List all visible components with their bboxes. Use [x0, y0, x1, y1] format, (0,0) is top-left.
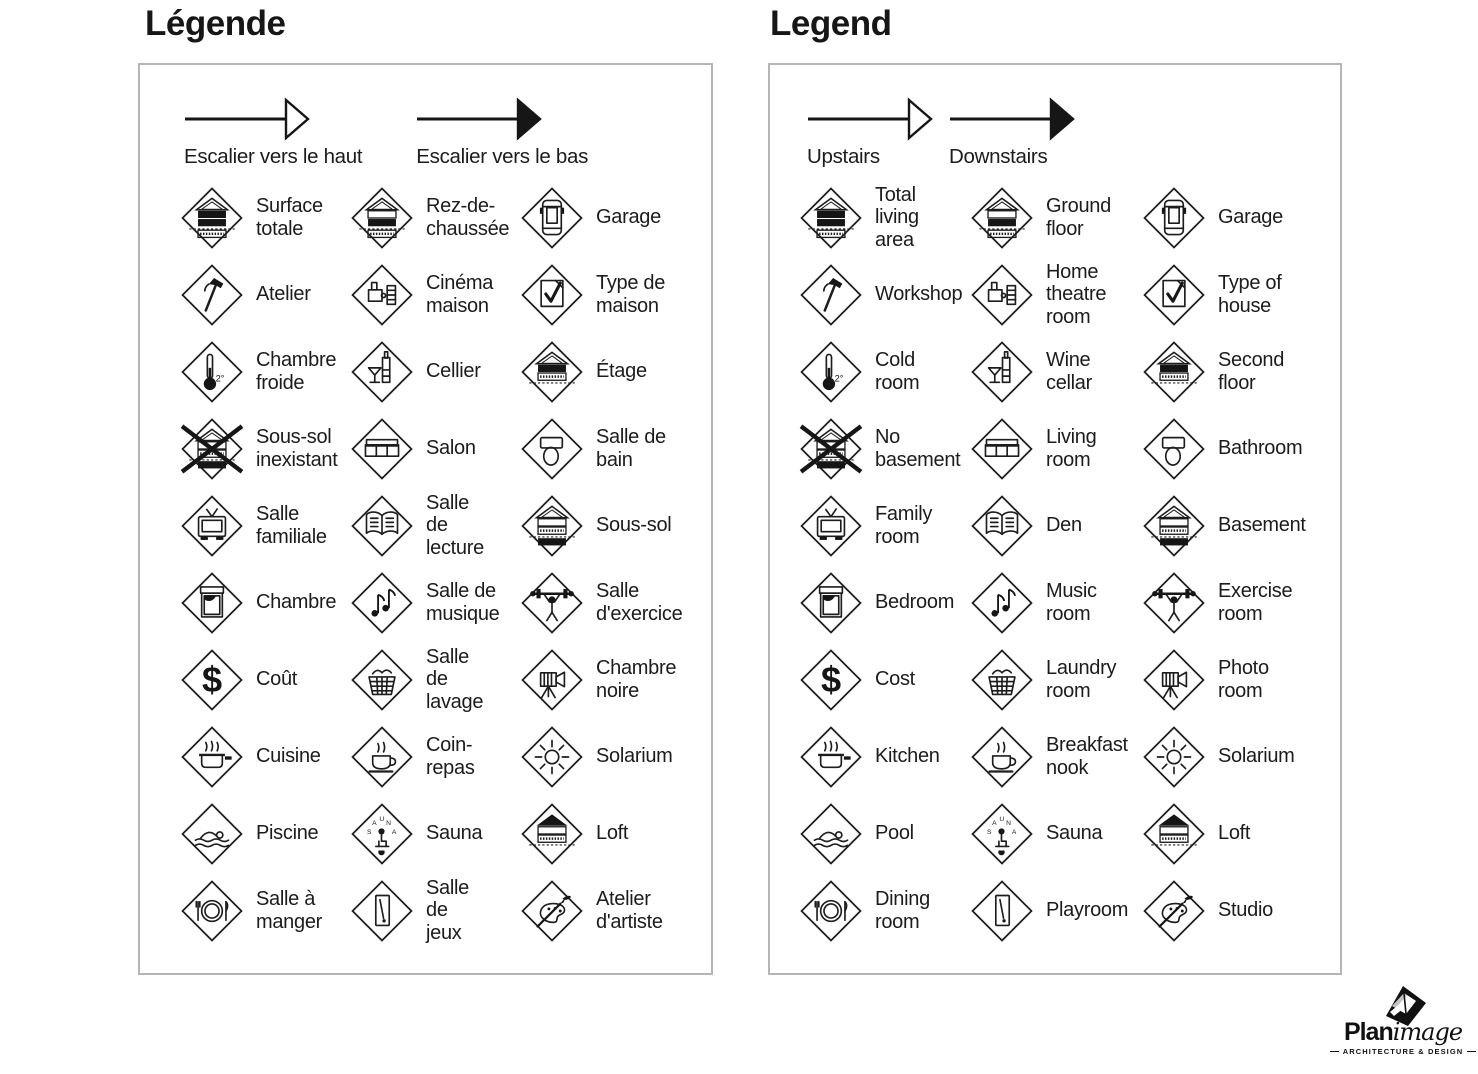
legend-item-den: [310, 487, 484, 564]
legend-item-dining-room: [770, 872, 941, 949]
workshop-icon: [181, 264, 243, 326]
studio-icon: [1143, 880, 1205, 942]
no-basement-icon: [800, 418, 862, 480]
legend-item-wine-cellar: [310, 333, 480, 410]
legend-item-family-room: [140, 487, 327, 564]
legend-item-label: Salon: [426, 437, 476, 460]
legend-item-den: [941, 487, 1113, 564]
legend-item-label: Basement: [1218, 514, 1306, 537]
stairs-down-arrow-icon: [949, 97, 1075, 141]
cost-icon: [800, 649, 862, 711]
legend-item-label: Living room: [1046, 426, 1097, 471]
legend-item-cost: [140, 641, 310, 718]
legend-item-cold-room: [770, 333, 941, 410]
legend-item-label: Sauna: [426, 822, 483, 845]
legend-item-label: Bedroom: [875, 591, 955, 614]
home-theatre-icon: [351, 264, 413, 326]
legend-title-french: Légende: [145, 4, 286, 43]
svg-text:A: A: [1011, 828, 1017, 836]
legend-item-bathroom: [480, 410, 711, 487]
photo-room-icon: [521, 649, 583, 711]
svg-text:N: N: [386, 819, 391, 827]
legend-item-no-basement: [770, 410, 961, 487]
music-room-icon: [351, 572, 413, 634]
solarium-icon: [521, 726, 583, 788]
legend-item-exercise-room: [480, 564, 711, 641]
bathroom-icon: [1143, 418, 1205, 480]
legend-item-label: Salle à manger: [256, 888, 323, 933]
legend-item-basement: [1113, 487, 1340, 564]
legend-item-label: Total living area: [875, 183, 919, 251]
legend-item-music-room: [941, 564, 1113, 641]
legend-item-total-living-area: [770, 179, 941, 256]
loft-icon: [521, 803, 583, 865]
playroom-icon: [971, 880, 1033, 942]
living-room-icon: [351, 418, 413, 480]
dining-room-icon: [800, 880, 862, 942]
legend-item-label: Sauna: [1046, 822, 1103, 845]
stairs-down-legend: [416, 97, 588, 169]
wine-cellar-icon: [351, 341, 413, 403]
exercise-room-icon: [1143, 572, 1205, 634]
legend-item-workshop: [140, 256, 310, 333]
logo-tagline: ARCHITECTURE & DESIGN: [1330, 1047, 1476, 1056]
legend-item-studio: [480, 872, 711, 949]
no-basement-icon: [181, 418, 243, 480]
svg-text:2°: 2°: [834, 372, 844, 383]
loft-icon: [1143, 803, 1205, 865]
legend-item-label: Home theatre room: [1046, 260, 1107, 328]
legend-item-wine-cellar: [941, 333, 1113, 410]
planimage-logo: [1330, 986, 1476, 1056]
sauna-icon: [971, 803, 1033, 865]
legend-item-garage: [1113, 179, 1340, 256]
logo-text-plan: Plan: [1343, 1018, 1393, 1046]
den-icon: [351, 495, 413, 557]
stairs-up-arrow-icon: [184, 97, 362, 141]
legend-item-dining-room: [140, 872, 323, 949]
legend-item-label: Dining room: [875, 888, 930, 933]
legend-item-label: Garage: [596, 206, 661, 229]
legend-item-label: Photo room: [1218, 657, 1269, 702]
legend-item-label: Piscine: [256, 822, 319, 845]
svg-text:U: U: [999, 815, 1005, 823]
stairs-up-legend: [184, 97, 362, 169]
legend-item-label: Loft: [596, 822, 629, 845]
legend-item-kitchen: [140, 718, 321, 795]
legend-item-label: Kitchen: [875, 745, 940, 768]
legend-item-label: Étage: [596, 360, 647, 383]
living-room-icon: [971, 418, 1033, 480]
legend-item-label: Coin-repas: [426, 734, 475, 779]
family-room-icon: [181, 495, 243, 557]
legend-item-label: Surface totale: [256, 195, 323, 240]
total-living-area-icon: [181, 187, 243, 249]
legend-item-second-floor: [1113, 333, 1340, 410]
legend-item-label: Bathroom: [1218, 437, 1303, 460]
legend-item-pool: [770, 795, 941, 872]
legend-item-label: Rez-de-chaussée: [426, 195, 510, 240]
legend-item-type-of-house: [480, 256, 711, 333]
legend-item-loft: [480, 795, 711, 872]
legend-item-breakfast-nook: [310, 718, 480, 795]
legend-item-no-basement: [140, 410, 338, 487]
cost-icon: [181, 649, 243, 711]
photo-room-icon: [1143, 649, 1205, 711]
solarium-icon: [1143, 726, 1205, 788]
legend-item-cost: [770, 641, 941, 718]
legend-item-music-room: [310, 564, 500, 641]
legend-item-label: Type de maison: [596, 272, 666, 317]
legend-item-ground-floor: [941, 179, 1113, 256]
laundry-room-icon: [971, 649, 1033, 711]
logo-text-image: image: [1392, 1018, 1463, 1046]
legend-item-label: Salle de lavage: [426, 645, 484, 713]
legend-item-label: Salle de lecture: [426, 491, 484, 559]
svg-text:2°: 2°: [215, 372, 225, 383]
type-of-house-icon: [521, 264, 583, 326]
legend-item-label: Cost: [875, 668, 915, 691]
stairs-down-legend: [949, 97, 1075, 169]
legend-item-pool: [140, 795, 319, 872]
legend-item-ground-floor: [310, 179, 510, 256]
legend-item-living-room: [310, 410, 480, 487]
legend-item-total-living-area: [140, 179, 323, 256]
stairs-up-label: Escalier vers le haut: [184, 145, 363, 168]
legend-item-label: Cold room: [875, 349, 920, 394]
legend-item-label: Pool: [875, 822, 914, 845]
legend-item-label: Cellier: [426, 360, 481, 383]
stairs-up-legend: [807, 97, 933, 169]
legend-item-label: Sous-sol inexistant: [256, 426, 338, 471]
legend-item-loft: [1113, 795, 1340, 872]
svg-text:N: N: [1006, 819, 1011, 827]
legend-title-english: Legend: [770, 4, 892, 43]
legend-item-label: Sous-sol: [596, 514, 672, 537]
legend-item-label: Type of house: [1218, 272, 1282, 317]
kitchen-icon: [800, 726, 862, 788]
legend-item-label: Studio: [1218, 899, 1273, 922]
legend-items-grid: [770, 179, 1340, 949]
type-of-house-icon: [1143, 264, 1205, 326]
legend-item-kitchen: [770, 718, 941, 795]
legend-item-playroom: [310, 872, 480, 949]
den-icon: [971, 495, 1033, 557]
legend-item-label: Playroom: [1046, 899, 1129, 922]
legend-item-second-floor: [480, 333, 711, 410]
legend-item-label: Family room: [875, 503, 933, 548]
legend-item-photo-room: [1113, 641, 1340, 718]
legend-item-bedroom: [140, 564, 337, 641]
legend-item-label: No basement: [875, 426, 961, 471]
stairs-down-label: Escalier vers le bas: [416, 145, 589, 168]
legend-item-label: Salle familiale: [256, 503, 327, 548]
stairs-arrows-row: [807, 97, 1075, 169]
ground-floor-icon: [971, 187, 1033, 249]
garage-icon: [1143, 187, 1205, 249]
legend-item-label: Workshop: [875, 283, 963, 306]
music-room-icon: [971, 572, 1033, 634]
cold-room-icon: [800, 341, 862, 403]
svg-text:S: S: [367, 828, 372, 836]
legend-item-home-theatre: [941, 256, 1113, 333]
legend-item-living-room: [941, 410, 1113, 487]
legend-item-label: Salle de musique: [426, 580, 500, 625]
svg-text:$: $: [820, 658, 842, 700]
legend-item-label: Second floor: [1218, 349, 1285, 394]
legend-item-photo-room: [480, 641, 711, 718]
svg-text:U: U: [379, 815, 385, 823]
svg-text:A: A: [391, 828, 397, 836]
legend-item-bedroom: [770, 564, 955, 641]
legend-item-label: Solarium: [1218, 745, 1295, 768]
legend-item-label: Wine cellar: [1046, 349, 1092, 394]
legend-item-family-room: [770, 487, 941, 564]
total-living-area-icon: [800, 187, 862, 249]
legend-item-laundry-room: [310, 641, 484, 718]
workshop-icon: [800, 264, 862, 326]
playroom-icon: [351, 880, 413, 942]
stairs-up-arrow-icon: [807, 97, 933, 141]
svg-text:S: S: [987, 828, 992, 836]
stairs-down-label: Downstairs: [949, 145, 1048, 168]
family-room-icon: [800, 495, 862, 557]
legend-item-sauna: [941, 795, 1113, 872]
legend-item-label: Atelier: [256, 283, 311, 306]
legend-item-solarium: [1113, 718, 1340, 795]
breakfast-nook-icon: [351, 726, 413, 788]
second-floor-icon: [521, 341, 583, 403]
breakfast-nook-icon: [971, 726, 1033, 788]
legend-item-cold-room: [140, 333, 337, 410]
legend-item-label: Cuisine: [256, 745, 321, 768]
legend-item-type-of-house: [1113, 256, 1340, 333]
stairs-up-label: Upstairs: [807, 145, 880, 168]
legend-item-label: Laundry room: [1046, 657, 1117, 702]
legend-item-label: Coût: [256, 668, 298, 691]
pool-icon: [181, 803, 243, 865]
legend-item-breakfast-nook: [941, 718, 1128, 795]
legend-item-label: Solarium: [596, 745, 673, 768]
legend-item-label: Garage: [1218, 206, 1283, 229]
studio-icon: [521, 880, 583, 942]
basement-icon: [521, 495, 583, 557]
legend-item-label: Loft: [1218, 822, 1251, 845]
stairs-down-arrow-icon: [416, 97, 588, 141]
legend-item-label: Salle de jeux: [426, 876, 469, 944]
legend-panel-english: [768, 63, 1342, 975]
legend-item-label: Breakfast nook: [1046, 734, 1128, 779]
legend-panel-french: [138, 63, 713, 975]
legend-item-solarium: [480, 718, 711, 795]
legend-item-label: Chambre noire: [596, 657, 677, 702]
wine-cellar-icon: [971, 341, 1033, 403]
legend-item-studio: [1113, 872, 1340, 949]
legend-item-exercise-room: [1113, 564, 1340, 641]
laundry-room-icon: [351, 649, 413, 711]
kitchen-icon: [181, 726, 243, 788]
stairs-arrows-row: [184, 97, 588, 169]
legend-item-playroom: [941, 872, 1129, 949]
bathroom-icon: [521, 418, 583, 480]
legend-item-label: Salle de bain: [596, 426, 666, 471]
legend-item-label: Music room: [1046, 580, 1097, 625]
sauna-icon: [351, 803, 413, 865]
legend-item-label: Den: [1046, 514, 1082, 537]
legend-item-laundry-room: [941, 641, 1117, 718]
planimage-logo-text: [1330, 1020, 1476, 1045]
basement-icon: [1143, 495, 1205, 557]
cold-room-icon: [181, 341, 243, 403]
legend-item-label: Ground floor: [1046, 195, 1111, 240]
legend-item-home-theatre: [310, 256, 494, 333]
exercise-room-icon: [521, 572, 583, 634]
bedroom-icon: [181, 572, 243, 634]
svg-text:$: $: [201, 658, 223, 700]
legend-item-label: Chambre froide: [256, 349, 337, 394]
legend-item-garage: [480, 179, 711, 256]
legend-item-label: Cinéma maison: [426, 272, 494, 317]
legend-item-workshop: [770, 256, 963, 333]
legend-item-label: Chambre: [256, 591, 337, 614]
svg-text:A: A: [992, 819, 997, 827]
ground-floor-icon: [351, 187, 413, 249]
second-floor-icon: [1143, 341, 1205, 403]
legend-item-basement: [480, 487, 711, 564]
legend-item-label: Atelier d'artiste: [596, 888, 663, 933]
svg-text:A: A: [372, 819, 377, 827]
bedroom-icon: [800, 572, 862, 634]
legend-item-label: Exercise room: [1218, 580, 1293, 625]
legend-item-bathroom: [1113, 410, 1340, 487]
legend-items-grid: [140, 179, 711, 949]
pool-icon: [800, 803, 862, 865]
legend-item-label: Salle d'exercice: [596, 580, 683, 625]
home-theatre-icon: [971, 264, 1033, 326]
legend-item-sauna: [310, 795, 483, 872]
garage-icon: [521, 187, 583, 249]
dining-room-icon: [181, 880, 243, 942]
